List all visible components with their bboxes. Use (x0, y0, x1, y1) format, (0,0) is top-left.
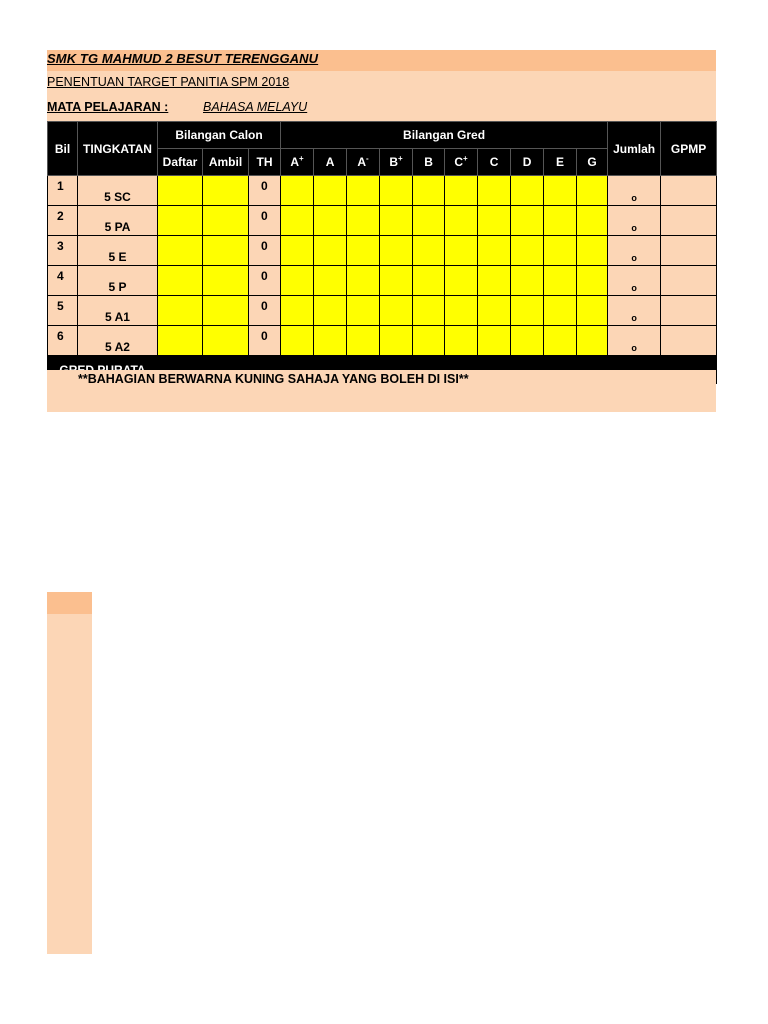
row-tingkatan: 5 A2 (78, 326, 158, 356)
gred-input-cell[interactable] (413, 206, 445, 236)
col-calon-ambil: Ambil (203, 149, 249, 176)
row-bil: 3 (48, 236, 78, 266)
side-block (47, 614, 92, 954)
gred-input-cell[interactable] (413, 326, 445, 356)
col-gred-8 (544, 149, 577, 176)
col-gred-6 (478, 149, 511, 176)
gred-input-cell[interactable] (281, 266, 314, 296)
row-th: 0 (249, 236, 281, 266)
gred-input-cell[interactable] (314, 326, 347, 356)
row-jumlah: o (608, 266, 661, 296)
daftar-input-cell[interactable] (158, 236, 203, 266)
gred-input-cell[interactable] (577, 296, 608, 326)
row-bil: 5 (48, 296, 78, 326)
row-gpmp (661, 296, 717, 326)
daftar-input-cell[interactable] (158, 266, 203, 296)
gred-input-cell[interactable] (380, 266, 413, 296)
table-row (48, 206, 717, 236)
gred-input-cell[interactable] (413, 236, 445, 266)
gred-input-cell[interactable] (281, 236, 314, 266)
gred-input-cell[interactable] (380, 326, 413, 356)
table-row (48, 266, 717, 296)
gred-input-cell[interactable] (281, 206, 314, 236)
col-bil-header: Bil (48, 122, 78, 176)
gred-input-cell[interactable] (478, 266, 511, 296)
gred-input-cell[interactable] (511, 176, 544, 206)
grade-base: B (424, 155, 433, 169)
daftar-input-cell[interactable] (158, 176, 203, 206)
gred-input-cell[interactable] (511, 296, 544, 326)
gred-input-cell[interactable] (544, 176, 577, 206)
gred-input-cell[interactable] (413, 266, 445, 296)
gred-input-cell[interactable] (445, 296, 478, 326)
col-tingkatan-header: TINGKATAN (78, 122, 158, 176)
daftar-input-cell[interactable] (158, 206, 203, 236)
row-th: 0 (249, 206, 281, 236)
gred-input-cell[interactable] (577, 206, 608, 236)
row-bil: 4 (48, 266, 78, 296)
gred-input-cell[interactable] (314, 206, 347, 236)
grade-base: A (357, 155, 367, 169)
gred-input-cell[interactable] (380, 296, 413, 326)
grade-modifier: + (299, 154, 304, 163)
row-jumlah: o (608, 176, 661, 206)
gred-input-cell[interactable] (413, 176, 445, 206)
gred-input-cell[interactable] (577, 326, 608, 356)
gred-input-cell[interactable] (511, 266, 544, 296)
row-tingkatan: 5 SC (78, 176, 158, 206)
col-gred-1 (314, 149, 347, 176)
gred-input-cell[interactable] (380, 236, 413, 266)
gred-input-cell[interactable] (577, 236, 608, 266)
row-tingkatan: 5 E (78, 236, 158, 266)
table-row (48, 326, 717, 356)
row-gpmp (661, 326, 717, 356)
row-gpmp (661, 266, 717, 296)
gred-input-cell[interactable] (347, 326, 380, 356)
gred-input-cell[interactable] (511, 326, 544, 356)
subject-value: BAHASA MELAYU (203, 100, 308, 114)
ambil-input-cell[interactable] (203, 296, 249, 326)
gred-input-cell[interactable] (314, 176, 347, 206)
gred-input-cell[interactable] (314, 296, 347, 326)
gred-input-cell[interactable] (281, 176, 314, 206)
gred-input-cell[interactable] (445, 266, 478, 296)
row-gpmp (661, 236, 717, 266)
table-row (48, 296, 717, 326)
ambil-input-cell[interactable] (203, 206, 249, 236)
row-gpmp (661, 206, 717, 236)
gred-input-cell[interactable] (478, 326, 511, 356)
gred-input-cell[interactable] (281, 326, 314, 356)
col-jumlah-header: Jumlah (608, 122, 661, 176)
row-tingkatan: 5 A1 (78, 296, 158, 326)
gred-input-cell[interactable] (445, 206, 478, 236)
daftar-input-cell[interactable] (158, 326, 203, 356)
gred-input-cell[interactable] (380, 176, 413, 206)
sheet-subtitle: PENENTUAN TARGET PANITIA SPM 2018 (47, 75, 290, 89)
gred-input-cell[interactable] (577, 176, 608, 206)
row-th: 0 (249, 266, 281, 296)
target-table (47, 121, 717, 384)
ambil-input-cell[interactable] (203, 176, 249, 206)
row-th: 0 (249, 296, 281, 326)
gred-input-cell[interactable] (347, 176, 380, 206)
gred-input-cell[interactable] (478, 206, 511, 236)
gred-input-cell[interactable] (413, 296, 445, 326)
gred-input-cell[interactable] (478, 236, 511, 266)
school-title: SMK TG MAHMUD 2 BESUT TERENGGANU (47, 51, 319, 66)
grade-base: A (290, 155, 300, 169)
col-gred-5 (445, 149, 478, 176)
subject-label: MATA PELAJARAN : (47, 100, 169, 114)
instruction-note: **BAHAGIAN BERWARNA KUNING SAHAJA YANG BOLEH DI ISI** (78, 372, 469, 386)
gred-input-cell[interactable] (347, 236, 380, 266)
gred-input-cell[interactable] (347, 296, 380, 326)
grade-modifier: + (463, 154, 468, 163)
side-block-top (47, 592, 92, 614)
grade-modifier: - (366, 154, 369, 163)
gred-input-cell[interactable] (544, 326, 577, 356)
row-tingkatan: 5 P (78, 266, 158, 296)
col-gred-3 (380, 149, 413, 176)
ambil-input-cell[interactable] (203, 266, 249, 296)
daftar-input-cell[interactable] (158, 296, 203, 326)
col-gred-4 (413, 149, 445, 176)
grade-base: A (325, 155, 335, 169)
row-bil: 1 (48, 176, 78, 206)
row-jumlah: o (608, 296, 661, 326)
gred-input-cell[interactable] (281, 296, 314, 326)
gred-input-cell[interactable] (445, 236, 478, 266)
row-gpmp (661, 176, 717, 206)
gred-input-cell[interactable] (314, 266, 347, 296)
grade-base: B (389, 155, 399, 169)
row-th: 0 (249, 176, 281, 206)
ambil-input-cell[interactable] (203, 326, 249, 356)
gred-input-cell[interactable] (511, 206, 544, 236)
grade-base: C (454, 155, 464, 169)
table-row (48, 236, 717, 266)
gred-input-cell[interactable] (347, 266, 380, 296)
gred-input-cell[interactable] (445, 326, 478, 356)
gred-input-cell[interactable] (511, 236, 544, 266)
row-bil: 2 (48, 206, 78, 236)
grade-base: D (522, 155, 532, 169)
grade-base: G (587, 155, 597, 169)
gred-input-cell[interactable] (544, 236, 577, 266)
col-calon-th: TH (249, 149, 281, 176)
ambil-input-cell[interactable] (203, 236, 249, 266)
row-tingkatan: 5 PA (78, 206, 158, 236)
grade-base: E (556, 155, 565, 169)
gred-input-cell[interactable] (577, 266, 608, 296)
gred-input-cell[interactable] (478, 176, 511, 206)
gred-input-cell[interactable] (478, 296, 511, 326)
col-gpmp-header: GPMP (661, 122, 717, 176)
row-th: 0 (249, 326, 281, 356)
row-bil: 6 (48, 326, 78, 356)
col-gred-2 (347, 149, 380, 176)
col-gred-9 (577, 149, 608, 176)
gred-input-cell[interactable] (380, 206, 413, 236)
gred-input-cell[interactable] (445, 176, 478, 206)
group-gred-header: Bilangan Gred (281, 122, 608, 149)
col-gred-7 (511, 149, 544, 176)
gred-input-cell[interactable] (314, 236, 347, 266)
col-calon-daftar: Daftar (158, 149, 203, 176)
row-jumlah: o (608, 236, 661, 266)
grade-base: C (489, 155, 499, 169)
gred-input-cell[interactable] (544, 296, 577, 326)
gred-input-cell[interactable] (347, 206, 380, 236)
grade-modifier: + (398, 154, 403, 163)
row-jumlah: o (608, 326, 661, 356)
col-gred-0 (281, 149, 314, 176)
row-jumlah: o (608, 206, 661, 236)
gred-input-cell[interactable] (544, 266, 577, 296)
gred-input-cell[interactable] (544, 206, 577, 236)
table-row (48, 176, 717, 206)
group-calon-header: Bilangan Calon (158, 122, 281, 149)
